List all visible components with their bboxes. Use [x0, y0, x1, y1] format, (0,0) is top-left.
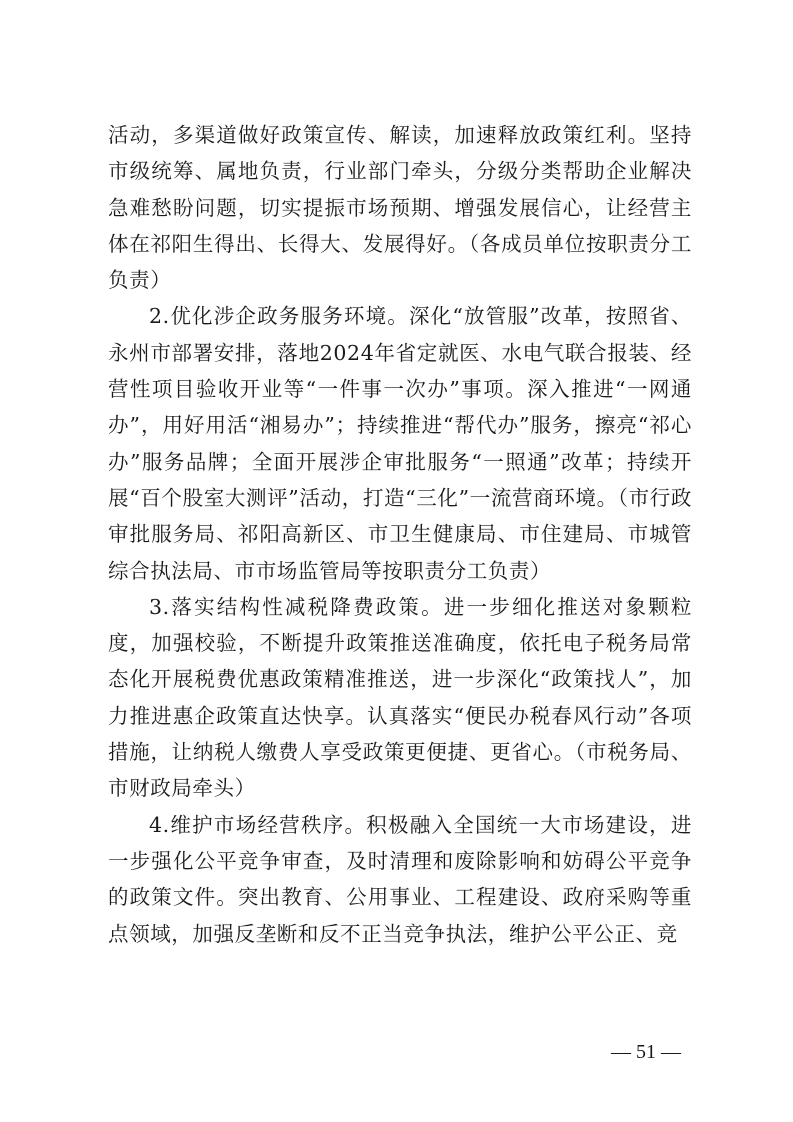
- paragraph-item-4: 4.维护市场经营秩序。积极融入全国统一大市场建设，进一步强化公平竞争审查，及时清理和废除影响和妨碍公平竞争的政策文件。突出教育、公用事业、工程建设、政府采购等重点领域，加强反垄断和反不正当竞争执法，维护公平公正、竞: [108, 812, 692, 946]
- page-number: — 51 —: [611, 1041, 681, 1063]
- paragraph-item-3: 3.落实结构性减税降费政策。进一步细化推送对象颗粒度，加强校验，不断提升政策推送准确度，依托电子税务局常态化开展税费优惠政策精准推送，进一步深化“政策找人”，加力推进惠企政策直达快享。认真落实“便民办税春风行动”各项措施，让纳税人缴费人享受政策更便捷、更省心。（市税务局、市财政局牵头）: [108, 594, 692, 801]
- paragraph-item-2: 2.优化涉企政务服务环境。深化“放管服”改革，按照省、永州市部署安排，落地2024年省定就医、水电气联合报装、经营性项目验收开业等“一件事一次办”事项。深入推进“一网通办”，用好用活“湘易办”；持续推进“帮代办”服务，擦亮“祁心办”服务品牌；全面开展涉企审批服务“一照通”改革；持续开展“百个股室大测评”活动，打造“三化”一流营商环境。（市行政审批服务局、祁阳高新区、市卫生健康局、市住建局、市城管综合执法局、市市场监管局等按职责分工负责）: [108, 304, 692, 583]
- paragraph-continuation: 活动，多渠道做好政策宣传、解读，加速释放政策红利。坚持市级统筹、属地负责，行业部门牵头，分级分类帮助企业解决急难愁盼问题，切实提振市场预期、增强发展信心，让经营主体在祁阳生得出、长得大、发展得好。（各成员单位按职责分工负责）: [108, 123, 692, 293]
- document-body: [108, 117, 692, 952]
